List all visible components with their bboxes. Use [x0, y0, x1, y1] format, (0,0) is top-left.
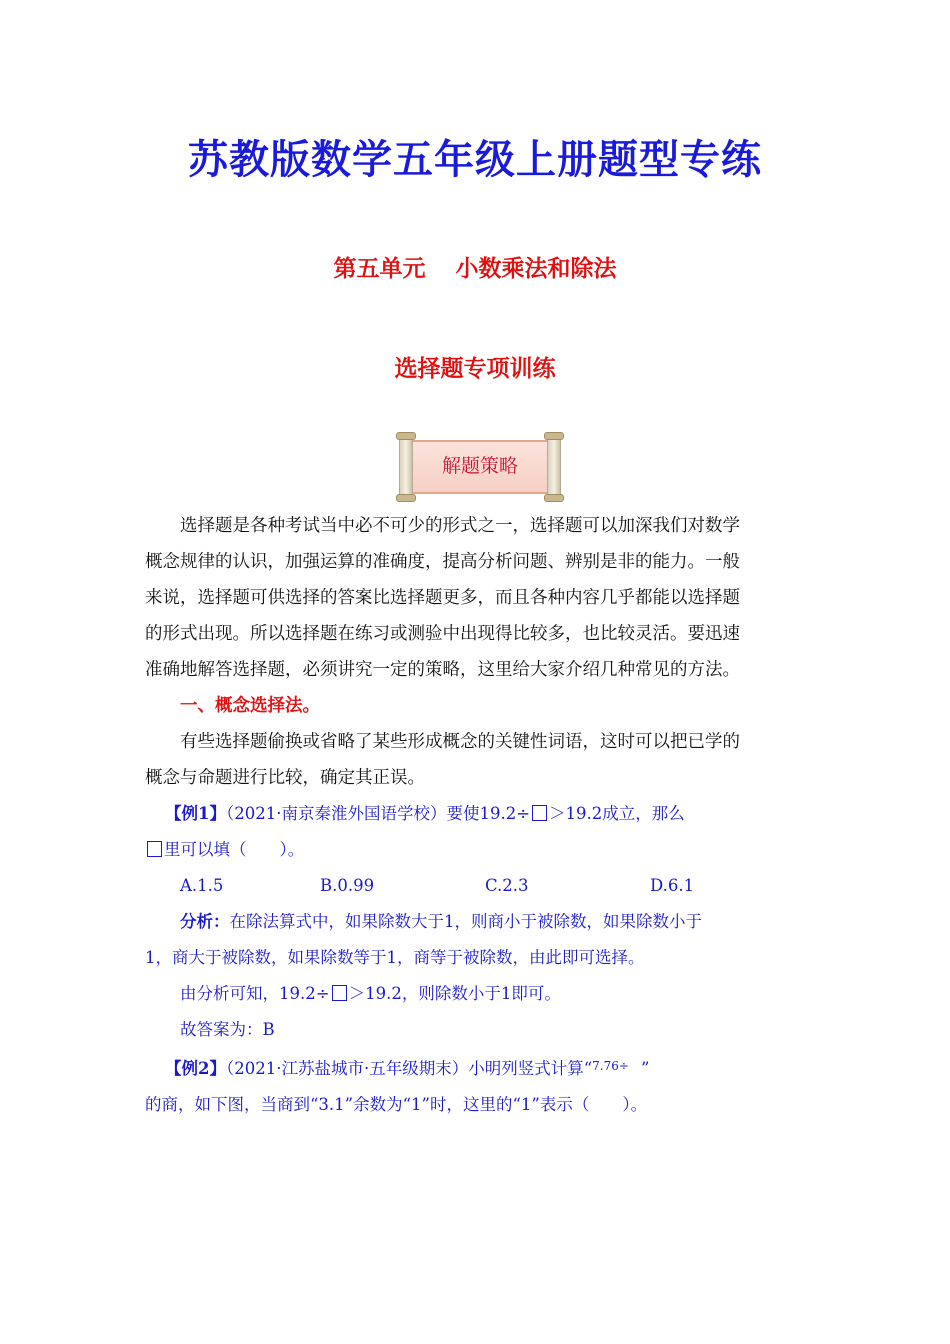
example2-line2: 的商，如下图，当商到“3.1”余数为“1”时，这里的“1”表示（ ）。: [145, 1095, 648, 1114]
unit-title: [0, 250, 950, 283]
example2-text: （2021·江苏盐城市·五年级期末）小明列竖式计算“: [225, 1059, 593, 1078]
unit-topic: 小数乘法和除法: [455, 256, 617, 282]
example1: [145, 796, 805, 1048]
method1-heading: 一、概念选择法。: [180, 696, 320, 716]
example1-analysis: [145, 904, 805, 940]
example1-text: ＞19.2成立，那么: [549, 804, 685, 823]
blank-box: [147, 841, 162, 857]
example2-expression: 7.76÷: [592, 1059, 641, 1073]
example1-text: 里可以填（ ）。: [164, 840, 305, 859]
option-a: A.1.5: [180, 876, 224, 895]
analysis-text-line2: 1，商大于被除数，如果除数等于1，商等于被除数，由此即可选择。: [145, 948, 645, 967]
intro-line: 的形式出现。所以选择题在练习或测验中出现得比较多，也比较灵活。要迅速: [145, 624, 740, 644]
strategy-scroll-banner: [395, 432, 565, 502]
banner-label: 解题策略: [441, 455, 518, 477]
unit-number: 第五单元: [333, 256, 426, 282]
example2: [145, 1048, 805, 1123]
intro-line: 来说，选择题可供选择的答案比选择题更多，而且各种内容几乎都能以选择题: [145, 588, 740, 608]
example2-line1: [145, 1048, 805, 1087]
option-c: C.2.3: [485, 876, 529, 895]
example1-reason: [145, 976, 805, 1012]
intro-line: 概念规律的认识，加强运算的准确度，提高分析问题、辨别是非的能力。一般: [145, 552, 740, 572]
example2-tag: 【例2】: [165, 1059, 226, 1078]
example1-line1: [145, 796, 805, 832]
method1-line: 有些选择题偷换或省略了某些形成概念的关键性词语，这时可以把已学的: [180, 732, 740, 752]
scroll-knob: [544, 494, 564, 502]
scroll-rod-right: [547, 434, 561, 500]
option-b: B.0.99: [320, 876, 375, 895]
section-title: 选择题专项训练: [394, 356, 556, 382]
reason-text: 由分析可知，19.2÷: [180, 984, 330, 1003]
example2-text: ”: [640, 1059, 650, 1078]
intro-line: 选择题是各种考试当中必不可少的形式之一，选择题可以加深我们对数学: [180, 516, 740, 536]
intro-line: 准确地解答选择题，必须讲究一定的策略，这里给大家介绍几种常见的方法。: [145, 660, 740, 680]
example1-text: （2021·南京秦淮外国语学校）要使19.2÷: [225, 804, 531, 823]
option-d: D.6.1: [650, 876, 695, 895]
analysis-text: 在除法算式中，如果除数大于1，则商小于被除数，如果除数小于: [229, 912, 702, 931]
blank-box: [532, 805, 547, 821]
scroll-knob: [544, 432, 564, 440]
example1-options: [145, 868, 805, 904]
example1-answer: 故答案为：B: [180, 1020, 275, 1039]
scroll-knob: [396, 432, 416, 440]
main-title: 苏教版数学五年级上册题型专练: [188, 137, 762, 183]
analysis-label: 分析：: [180, 912, 230, 931]
example1-line2: [145, 832, 805, 868]
intro-paragraph: [145, 508, 805, 1123]
scroll-knob: [396, 494, 416, 502]
method1-line: 概念与命题进行比较，确定其正误。: [145, 768, 425, 788]
blank-box: [332, 985, 347, 1001]
reason-text: ＞19.2，则除数小于1即可。: [348, 984, 561, 1003]
example1-tag: 【例1】: [165, 804, 226, 823]
